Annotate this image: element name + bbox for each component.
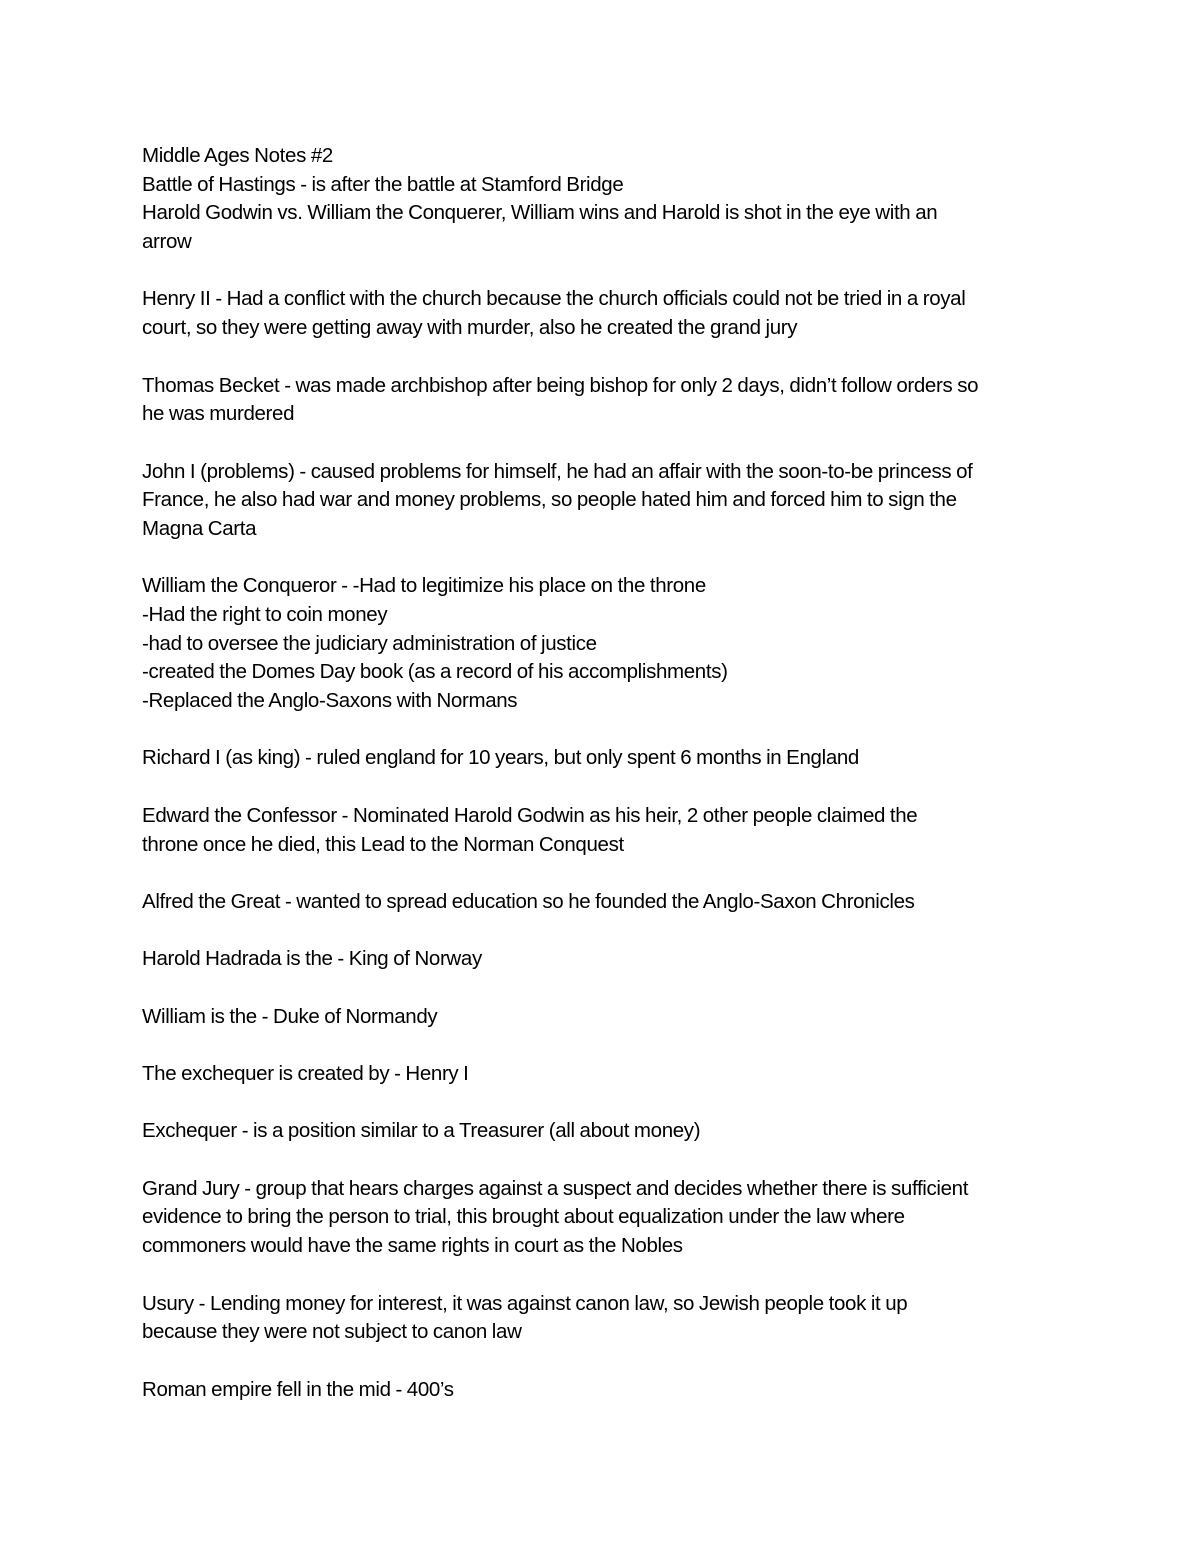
text-line: Battle of Hastings - is after the battle at Stamford Bridge xyxy=(142,172,624,196)
text-line: John I (problems) - caused problems for himself, he had an affair with the soon-to-be princess of xyxy=(142,459,973,483)
paragraph-gap xyxy=(142,544,1072,573)
text-line: arrow xyxy=(142,230,192,254)
paragraph-gap xyxy=(142,1261,1072,1290)
text-line: Edward the Confessor - Nominated Harold Godwin as his heir, 2 other people claimed the xyxy=(142,803,918,827)
paragraph-gap xyxy=(142,859,1072,888)
text-line: Grand Jury - group that hears charges against a suspect and decides whether there is sufficient xyxy=(142,1176,969,1200)
text-line: -Had the right to coin money xyxy=(142,603,388,626)
text-line: throne once he died, this Lead to the Norman Conquest xyxy=(142,832,624,856)
document-body xyxy=(142,142,1072,1404)
text-line: Alfred the Great - wanted to spread education so he founded the Anglo-Saxon Chronicles xyxy=(142,889,915,913)
paragraph-gap xyxy=(142,1031,1072,1060)
text-line: Magna Carta xyxy=(142,516,257,540)
paragraph-gap xyxy=(142,773,1072,802)
text-line: Harold Godwin vs. William the Conquerer, William wins and Harold is shot in the eye with an xyxy=(142,201,938,225)
text-line: William is the - Duke of Normandy xyxy=(142,1004,438,1028)
paragraph-gap xyxy=(142,1089,1072,1118)
paragraph-gap xyxy=(142,716,1072,745)
paragraph-gap xyxy=(142,429,1072,458)
text-line: Exchequer - is a position similar to a Treasurer (all about money) xyxy=(142,1119,701,1143)
text-line: commoners would have the same rights in court as the Nobles xyxy=(142,1234,683,1258)
document-title: Middle Ages Notes #2 xyxy=(142,144,333,167)
text-line: William the Conqueror - -Had to legitimize his place on the throne xyxy=(142,574,706,598)
text-line: Henry II - Had a conflict with the church because the church officials could not be tried in a royal xyxy=(142,287,966,311)
text-line: France, he also had war and money problems, so people hated him and forced him to sign the xyxy=(142,488,957,512)
text-line: -Replaced the Anglo-Saxons with Normans xyxy=(142,689,518,713)
text-line: Roman empire fell in the mid - 400’s xyxy=(142,1377,454,1401)
paragraph-gap xyxy=(142,917,1072,946)
text-line: -had to oversee the judiciary administration of justice xyxy=(142,631,597,655)
paragraph-gap xyxy=(142,257,1072,286)
text-line: because they were not subject to canon law xyxy=(142,1320,522,1344)
paragraph-gap xyxy=(142,343,1072,372)
text-line: The exchequer is created by - Henry I xyxy=(142,1062,469,1085)
text-line: Thomas Becket - was made archbishop after being bishop for only 2 days, didn’t follow orders so xyxy=(142,373,979,397)
text-line: -created the Domes Day book (as a record of his accomplishments) xyxy=(142,660,728,684)
paragraph-gap xyxy=(142,974,1072,1003)
paragraph-gap xyxy=(142,1146,1072,1175)
text-line: he was murdered xyxy=(142,402,295,426)
text-line: Richard I (as king) - ruled england for 10 years, but only spent 6 months in England xyxy=(142,746,859,770)
text-line: court, so they were getting away with murder, also he created the grand jury xyxy=(142,316,798,340)
paragraph-gap xyxy=(142,1347,1072,1376)
text-line: Usury - Lending money for interest, it was against canon law, so Jewish people took it up xyxy=(142,1291,908,1315)
text-line: evidence to bring the person to trial, this brought about equalization under the law where xyxy=(142,1205,905,1229)
text-line: Harold Hadrada is the - King of Norway xyxy=(142,947,482,971)
